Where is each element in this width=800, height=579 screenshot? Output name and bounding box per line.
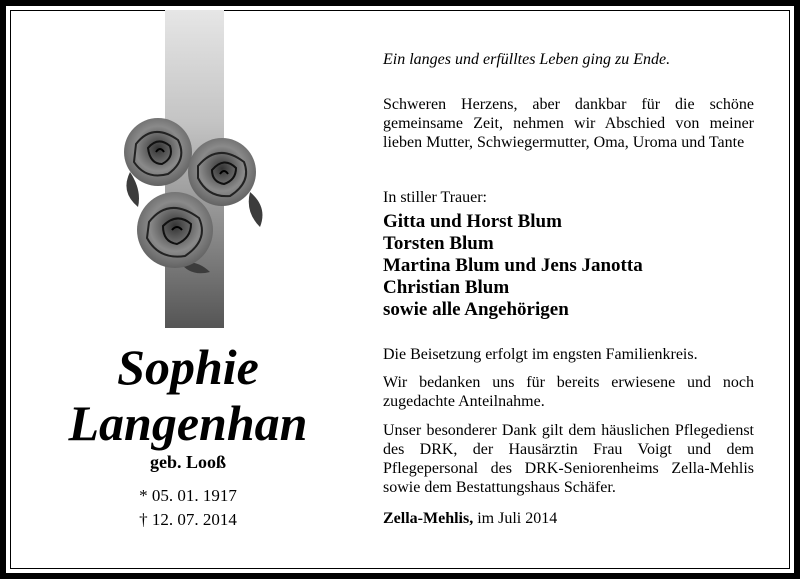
birth-date: * 05. 01. 1917 <box>139 486 237 505</box>
maiden-name: geb. Looß <box>149 452 227 472</box>
thanks-paragraph: Wir bedanken uns für bereits erwiesene und noch zugedachte Anteilnahme. <box>383 374 754 410</box>
place-name: Zella-Mehlis, <box>383 510 474 527</box>
mourner-entry: Gitta und Horst Blum <box>383 211 562 232</box>
special-thanks-paragraph: Unser besonderer Dank gilt dem häuslichen Pflegedienst des DRK, der Hausärztin Frau Voigt und dem Pflegepersonal des DRK-Seniorenheims Zella-Mehlis sowie dem Bestattungshaus Schäfer. <box>383 422 754 496</box>
farewell-paragraph: Schweren Herzens, aber dankbar für die schöne gemeinsame Zeit, nehmen wir Abschied von meiner lieben Mutter, Schwiegermutter, Oma, Uroma und Tante <box>383 96 754 151</box>
mourning-label: In stiller Trauer: <box>383 189 487 206</box>
burial-paragraph: Die Beisetzung erfolgt im engsten Familienkreis. <box>383 346 698 363</box>
deceased-first-name: Sophie <box>117 339 259 395</box>
place-date-line <box>383 509 754 528</box>
mourner-entry: Christian Blum <box>383 277 510 298</box>
roses-image <box>120 112 270 277</box>
place-date: im Juli 2014 <box>473 510 558 527</box>
deceased-last-name: Langenhan <box>68 395 308 451</box>
death-date: † 12. 07. 2014 <box>139 510 237 529</box>
mourner-entry: Martina Blum und Jens Janotta <box>383 255 643 276</box>
mourners-list <box>383 211 643 321</box>
mourner-entry: Torsten Blum <box>383 233 494 254</box>
intro-line: Ein langes und erfülltes Leben ging zu Ende. <box>383 51 671 68</box>
mourner-entry: sowie alle Angehörigen <box>383 299 569 320</box>
